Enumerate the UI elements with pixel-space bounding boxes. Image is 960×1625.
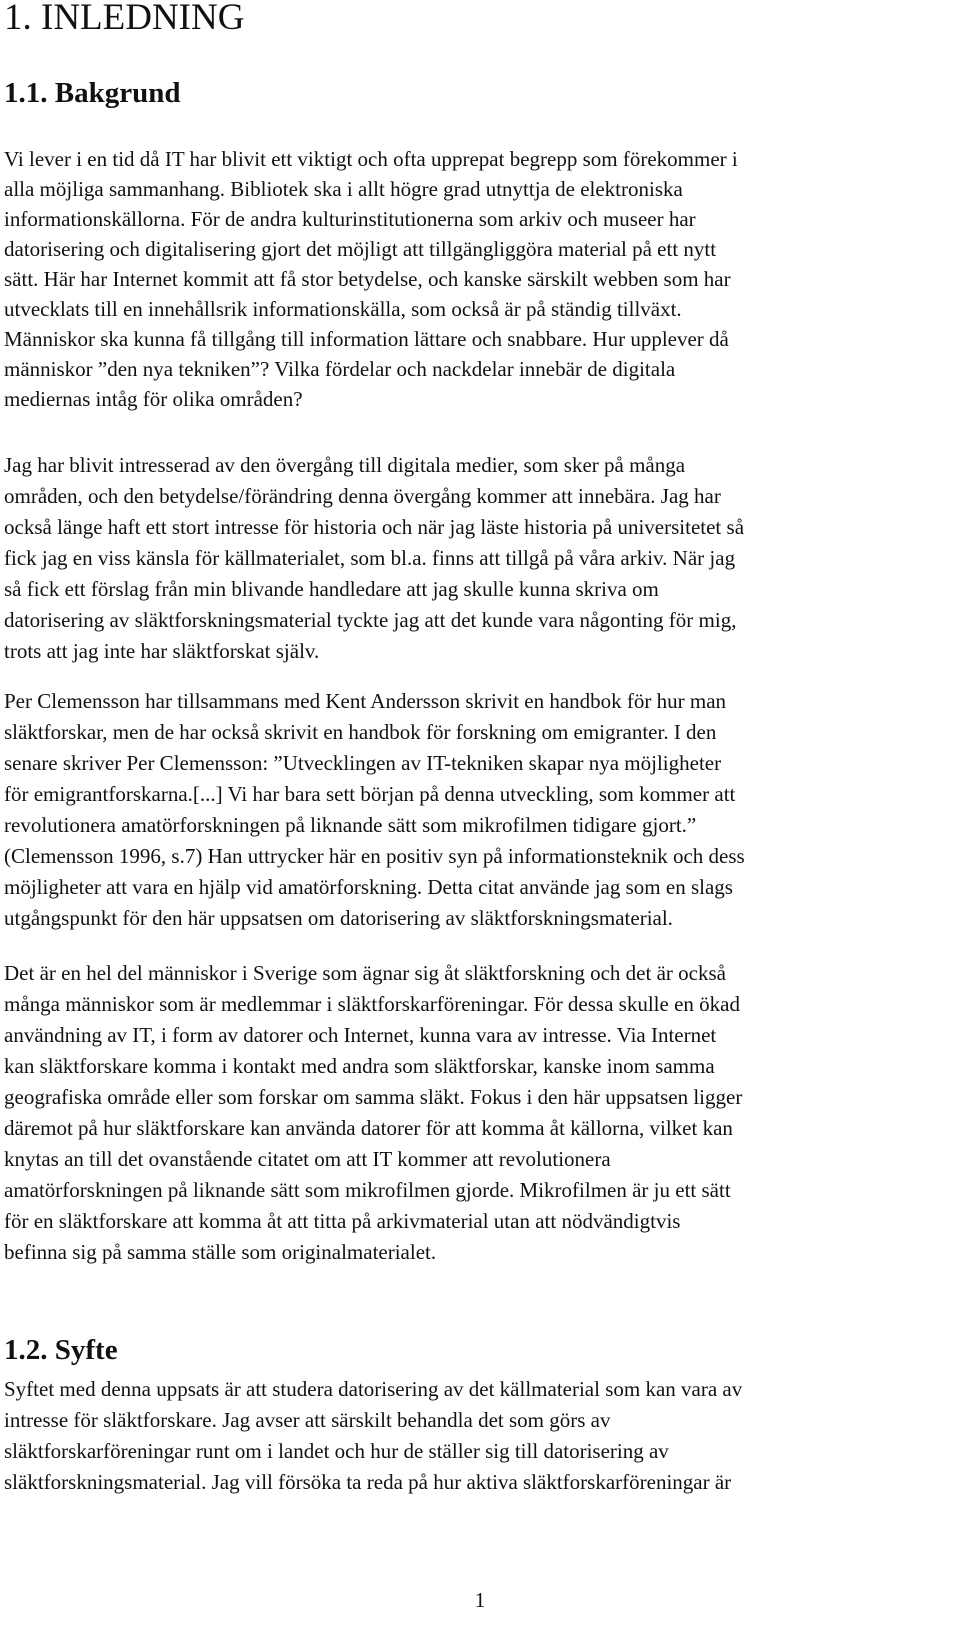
paragraph-syfte-1 — [4, 1374, 742, 1498]
text-line: amatörforskningen på liknande sätt som mikrofilmen gjorde. Mikrofilmen är ju ett sätt — [4, 1178, 731, 1202]
text-line: för emigrantforskarna.[...] Vi har bara sett början på denna utveckling, som kommer att — [4, 782, 736, 806]
text-line: släktforskningsmaterial. Jag vill försöka ta reda på hur aktiva släktforskarföreningar är — [4, 1470, 732, 1494]
text-line: Jag har blivit intresserad av den övergång till digitala medier, som sker på många — [4, 453, 686, 477]
text-line: för en släktforskare att komma åt att titta på arkivmaterial utan att nödvändigtvis — [4, 1209, 681, 1233]
text-line: Per Clemensson har tillsammans med Kent Andersson skrivit en handbok för hur man — [4, 689, 727, 713]
text-line: befinna sig på samma ställe som originalmaterialet. — [4, 1240, 437, 1264]
text-line: utvecklats till en innehållsrik informationskälla, som också är på ständig tillväxt. — [4, 297, 682, 321]
text-line: släktforskar, men de har också skrivit en handbok för forskning om emigranter. I den — [4, 720, 717, 744]
text-line: släktforskarföreningar runt om i landet och hur de ställer sig till datorisering av — [4, 1439, 669, 1463]
text-line: knytas an till det ovanstående citatet om att IT kommer att revolutionera — [4, 1147, 611, 1171]
text-line: så fick ett förslag från min blivande handledare att jag skulle kunna skriva om — [4, 577, 659, 601]
section-heading-bakgrund: 1.1. Bakgrund — [4, 77, 181, 109]
paragraph-bakgrund-2 — [4, 450, 744, 667]
text-line: (Clemensson 1996, s.7) Han uttrycker här en positiv syn på informationsteknik och dess — [4, 844, 745, 868]
text-line: fick jag en viss känsla för källmaterialet, som bl.a. finns att tillgå på våra arkiv. När jag — [4, 546, 736, 570]
text-line: användning av IT, i form av datorer och Internet, kunna vara av intresse. Via Internet — [4, 1023, 717, 1047]
text-line: mediernas intåg för olika områden? — [4, 387, 303, 411]
text-line: informationskällorna. För de andra kulturinstitutionerna som arkiv och museer har — [4, 207, 696, 231]
text-line: däremot på hur släktforskare kan använda datorer för att komma åt källorna, vilket kan — [4, 1116, 733, 1140]
chapter-heading: 1. INLEDNING — [4, 0, 245, 38]
text-line: alla möjliga sammanhang. Bibliotek ska i allt högre grad utnyttja de elektroniska — [4, 177, 683, 201]
text-line: många människor som är medlemmar i släktforskarföreningar. För dessa skulle en ökad — [4, 992, 740, 1016]
section-heading-syfte: 1.2. Syfte — [4, 1334, 118, 1366]
text-line: Vi lever i en tid då IT har blivit ett viktigt och ofta upprepat begrepp som förekommer i — [4, 147, 738, 171]
text-line: kan släktforskare komma i kontakt med andra som släktforskar, kanske inom samma — [4, 1054, 715, 1078]
paragraph-bakgrund-1 — [4, 144, 738, 414]
text-line: också länge haft ett stort intresse för historia och när jag läste historia på universitetet så — [4, 515, 745, 539]
text-line: Syftet med denna uppsats är att studera datorisering av det källmaterial som kan vara av — [4, 1377, 743, 1401]
text-line: revolutionera amatörforskningen på liknande sätt som mikrofilmen tidigare gjort.” — [4, 813, 697, 837]
text-line: datorisering och digitalisering gjort det möjligt att tillgängliggöra material på ett nytt — [4, 237, 717, 261]
text-line: sätt. Här har Internet kommit att få stor betydelse, och kanske särskilt webben som har — [4, 267, 731, 291]
text-line: geografiska område eller som forskar om samma släkt. Fokus i den här uppsatsen ligger — [4, 1085, 743, 1109]
text-line: möjligheter att vara en hjälp vid amatörforskning. Detta citat använde jag som en slags — [4, 875, 733, 899]
text-line: områden, och den betydelse/förändring denna övergång kommer att innebära. Jag har — [4, 484, 721, 508]
paragraph-bakgrund-4 — [4, 958, 742, 1268]
text-line: Det är en hel del människor i Sverige som ägnar sig åt släktforskning och det är också — [4, 961, 726, 985]
text-line: datorisering av släktforskningsmaterial tyckte jag att det kunde vara någonting för mig, — [4, 608, 737, 632]
text-line: utgångspunkt för den här uppsatsen om datorisering av släktforskningsmaterial. — [4, 906, 673, 930]
text-line: människor ”den nya tekniken”? Vilka fördelar och nackdelar innebär de digitala — [4, 357, 676, 381]
paragraph-bakgrund-3 — [4, 686, 745, 934]
text-line: senare skriver Per Clemensson: ”Utvecklingen av IT-tekniken skapar nya möjligheter — [4, 751, 722, 775]
page-number: 1 — [474, 1588, 486, 1612]
text-line: trots att jag inte har släktforskat själv. — [4, 639, 320, 663]
text-line: Människor ska kunna få tillgång till information lättare och snabbare. Hur upplever då — [4, 327, 729, 351]
text-line: intresse för släktforskare. Jag avser att särskilt behandla det som görs av — [4, 1408, 611, 1432]
